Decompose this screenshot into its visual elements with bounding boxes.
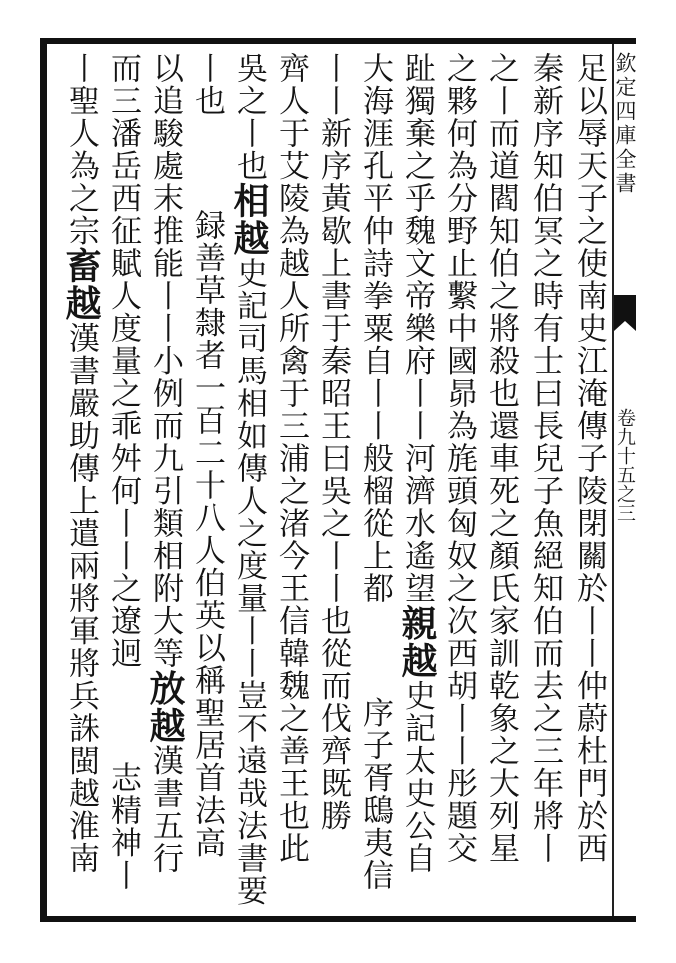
column-text: 而三潘岳西征賦人度量之乖舛何丨丨之遼迥 bbox=[105, 52, 141, 670]
text-column-1: 足以辱天子之使南史江淹傳子陵閉關於丨丨仲蔚杜門於西 bbox=[571, 52, 607, 865]
text-column-8: 齊人于艾陵為越人所禽于三浦之渚今王信韓魏之善王也此 bbox=[273, 52, 309, 865]
heading-term: 相越 bbox=[228, 182, 270, 257]
column-text: 漢書五行 bbox=[147, 744, 183, 875]
column-text: 大海涯孔平仲詩拳粟自丨丨般榴從上都 bbox=[357, 52, 393, 605]
column-text: 序子胥鴟夷信 bbox=[357, 696, 393, 892]
text-column-12 bbox=[100, 52, 146, 912]
column-text: 史記司馬相如傳人之度量丨丨豈不遠哉法書要 bbox=[231, 257, 267, 907]
book-title: 欽定四庫全書 bbox=[613, 52, 637, 196]
fish-tail-mark bbox=[614, 295, 636, 321]
column-text: 趾獨棄之乎魏文帝樂府丨丨河濟水遙望 bbox=[399, 52, 435, 605]
text-column-9 bbox=[226, 52, 272, 912]
heading-term: 放越 bbox=[144, 669, 186, 745]
column-text: 志精神丨 bbox=[105, 761, 141, 892]
text-column-13 bbox=[58, 52, 104, 912]
text-column-7: 丨丨新序黃歇上書于秦昭王曰吳之丨丨也從而伐齊既勝 bbox=[315, 52, 351, 832]
text-column-10 bbox=[184, 52, 230, 912]
text-column-5 bbox=[394, 52, 440, 912]
column-text: 史記太史公自 bbox=[399, 679, 435, 875]
volume-label: 卷九十五之三 bbox=[614, 408, 636, 522]
column-text: 録善草隸者一百二十八人伯英以稱聖居首法高 bbox=[189, 209, 225, 859]
column-text: 吳之丨也 bbox=[231, 52, 267, 182]
text-column-2: 秦新序知伯冥之時有士曰長兒子魚絕知伯而去之三年將丨 bbox=[527, 52, 563, 865]
text-column-11 bbox=[142, 52, 188, 912]
column-text: 丨也 bbox=[189, 52, 225, 117]
column-text: 以追駿處末推能丨丨小例而九引類相附大等 bbox=[147, 52, 183, 670]
heading-term: 親越 bbox=[396, 604, 438, 680]
text-column-6 bbox=[352, 52, 398, 912]
text-column-4: 之夥何為分野止繫中國昴為旄頭匈奴之次西胡丨丨彤題交 bbox=[441, 52, 477, 865]
text-column-3: 之丨而道閻知伯之將殺也還車死之顏氏家訓乾象之大列星 bbox=[483, 52, 519, 865]
column-text: 丨聖人為之宗 bbox=[63, 52, 99, 247]
column-text: 漢書嚴助傳上遣兩將軍將兵誅閩越淮南 bbox=[63, 322, 99, 875]
heading-term: 畜越 bbox=[60, 247, 102, 322]
